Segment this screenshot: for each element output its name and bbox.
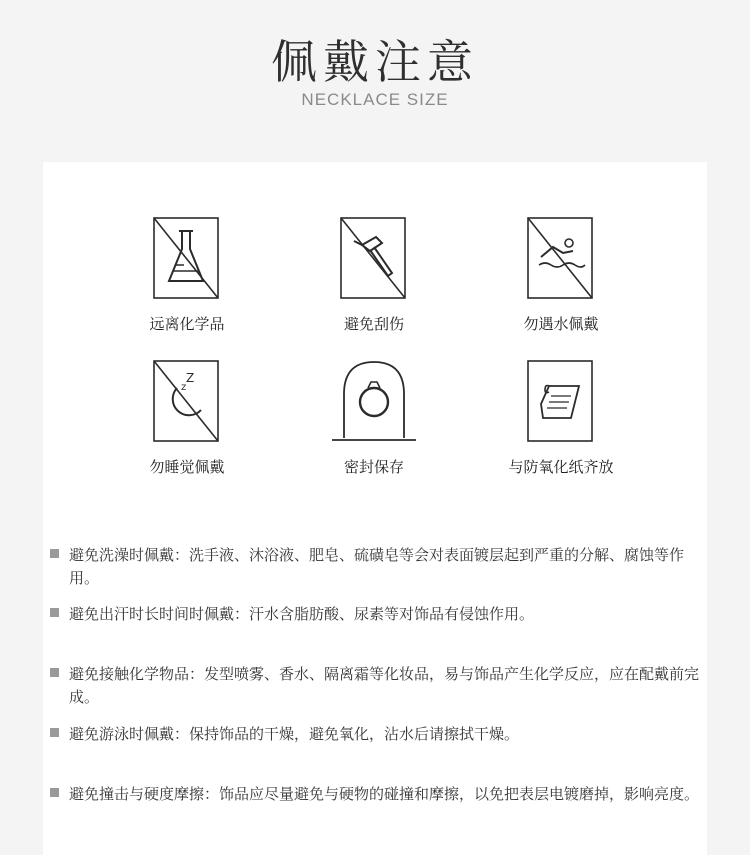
page-subtitle: NECKLACE SIZE (301, 90, 449, 109)
swimmer-icon (527, 217, 593, 299)
bullet-square (50, 549, 59, 558)
care-item-water (461, 217, 661, 347)
page-title: 佩戴注意 (271, 35, 479, 89)
hammer-icon (340, 217, 406, 299)
note-text: 避免洗澡时佩戴：洗手液、沐浴液、肥皂、硫磺皂等会对表面镀层起到严重的分解、腐蚀等作用。 (69, 546, 685, 587)
care-item-sealed (274, 360, 474, 490)
note-text: 避免出汗时长时间时佩戴：汗水含脂肪酸、尿素等对饰品有侵蚀作用。 (69, 605, 535, 623)
care-item-sleep (87, 360, 287, 490)
icon-label: 密封保存 (343, 458, 404, 476)
ring-in-pouch-icon (330, 360, 418, 442)
sleep-moon-icon (153, 360, 219, 442)
page-header (0, 0, 750, 150)
icon-label: 避免刮伤 (343, 315, 404, 333)
chemical-flask-icon (153, 217, 219, 299)
care-item-antioxidant-paper (461, 360, 661, 490)
bullet-square (50, 788, 59, 797)
bullet-square (50, 668, 59, 677)
icon-label: 与防氧化纸齐放 (508, 458, 614, 476)
paper-roll-icon (527, 360, 593, 442)
care-item-scratch (274, 217, 474, 347)
icon-label: 勿睡觉佩戴 (149, 458, 225, 476)
care-card (43, 162, 707, 855)
note-text: 避免接触化学物品：发型喷雾、香水、隔离霜等化妆品，易与饰品产生化学反应，应在配戴前完成。 (69, 665, 700, 706)
icon-label: 勿遇水佩戴 (523, 315, 599, 333)
bullet-square (50, 608, 59, 617)
icon-label: 远离化学品 (149, 315, 225, 333)
care-item-chemicals (87, 217, 287, 347)
note-text: 避免游泳时佩戴：保持饰品的干燥，避免氧化，沾水后请擦拭干燥。 (69, 725, 520, 743)
svg-text:Z: Z (186, 371, 195, 385)
svg-text:z: z (181, 382, 187, 393)
note-text: 避免撞击与硬度摩擦：饰品应尽量避免与硬物的碰撞和摩擦，以免把表层电镀磨掉，影响亮度。 (69, 785, 700, 803)
bullet-square (50, 728, 59, 737)
